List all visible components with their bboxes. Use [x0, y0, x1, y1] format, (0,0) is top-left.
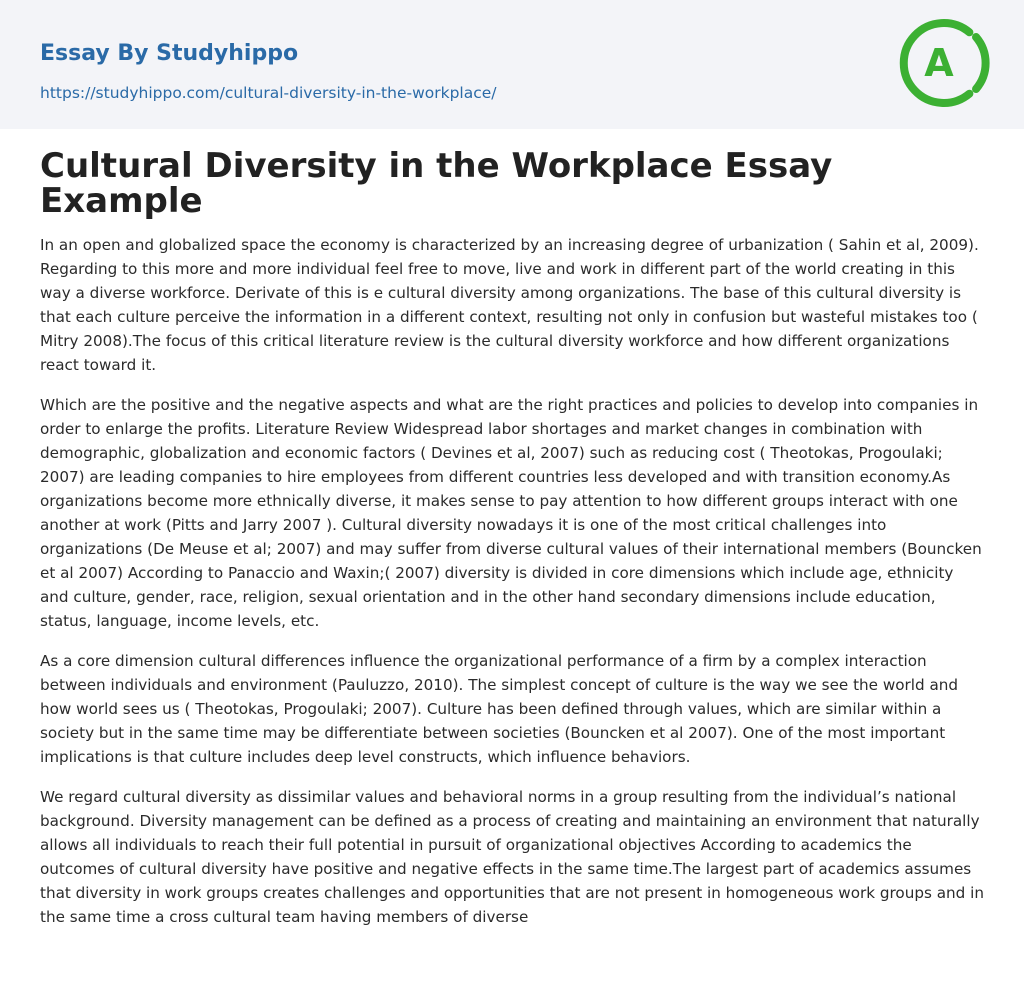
- article-paragraph-2: Which are the positive and the negative aspects and what are the right practices and policies to develop into companies in order to enlarge the profits. Literature Review Widespread labor shortages and market changes in combination with demographic, globalization and economic factors ( Devines et al, 2007) such as reducing cost ( Theotokas, Progoulaki; 2007) are leading companies to hire employees from different countries less developed and with transition economy.As organizations become more ethnically diverse, it makes sense to pay attention to how different groups interact with one another at work (Pitts and Jarry 2007 ). Cultural diversity nowadays it is one of the most critical challenges into organizations (De Meuse et al; 2007) and may suffer from diverse cultural values of their international members (Bouncken et al 2007) According to Panaccio and Waxin;( 2007) diversity is divided in core dimensions which include age, ethnicity and culture, gender, race, religion, sexual orientation and in the other hand secondary dimensions include education, status, language, income levels, etc.: [40, 396, 982, 630]
- article-paragraph-4: We regard cultural diversity as dissimilar values and behavioral norms in a group resulting from the individual’s national background. Diversity management can be defined as a process of creating and maintaining an environment that naturally allows all individuals to reach their full potential in pursuit of organizational objectives According to academics the outcomes of cultural diversity have positive and negative effects in the same time.The largest part of academics assumes that diversity in work groups creates challenges and opportunities that are not present in homogeneous work groups and in the same time a cross cultural team having members of diverse: [40, 788, 984, 926]
- brand-title[interactable]: Essay By Studyhippo: [40, 41, 299, 66]
- article-paragraph-3: As a core dimension cultural differences influence the organizational performance of a firm by a complex interaction between individuals and environment (Pauluzzo, 2010). The simplest concept of culture is the way we see the world and how world sees us ( Theotokas, Progoulaki; 2007). Culture has been defined through values, which are similar within a society but in the same time may be differentiate between societies (Bouncken et al 2007). One of the most important implications is that culture includes deep level constructs, which influence behaviors.: [40, 652, 959, 766]
- page-url-link[interactable]: https://studyhippo.com/cultural-diversity-in-the-workplace/: [40, 84, 497, 102]
- studyhippo-logo-icon[interactable]: [898, 15, 994, 111]
- site-header: [0, 0, 1024, 129]
- article-content: [0, 146, 1024, 929]
- article-paragraph-1: In an open and globalized space the economy is characterized by an increasing degree of urbanization ( Sahin et al, 2009). Regarding to this more and more individual feel free to move, live and work in different part of the world creating in this way a diverse workforce. Derivate of this is e cultural diversity among organizations. The base of this cultural diversity is that each culture perceive the information in a different context, resulting not only in confusion but wasteful mistakes too ( Mitry 2008).The focus of this critical literature review is the cultural diversity workforce and how different organizations react toward it.: [40, 236, 979, 374]
- logo-letter: A: [924, 41, 954, 85]
- article-title: Cultural Diversity in the Workplace Essay Example: [40, 146, 833, 221]
